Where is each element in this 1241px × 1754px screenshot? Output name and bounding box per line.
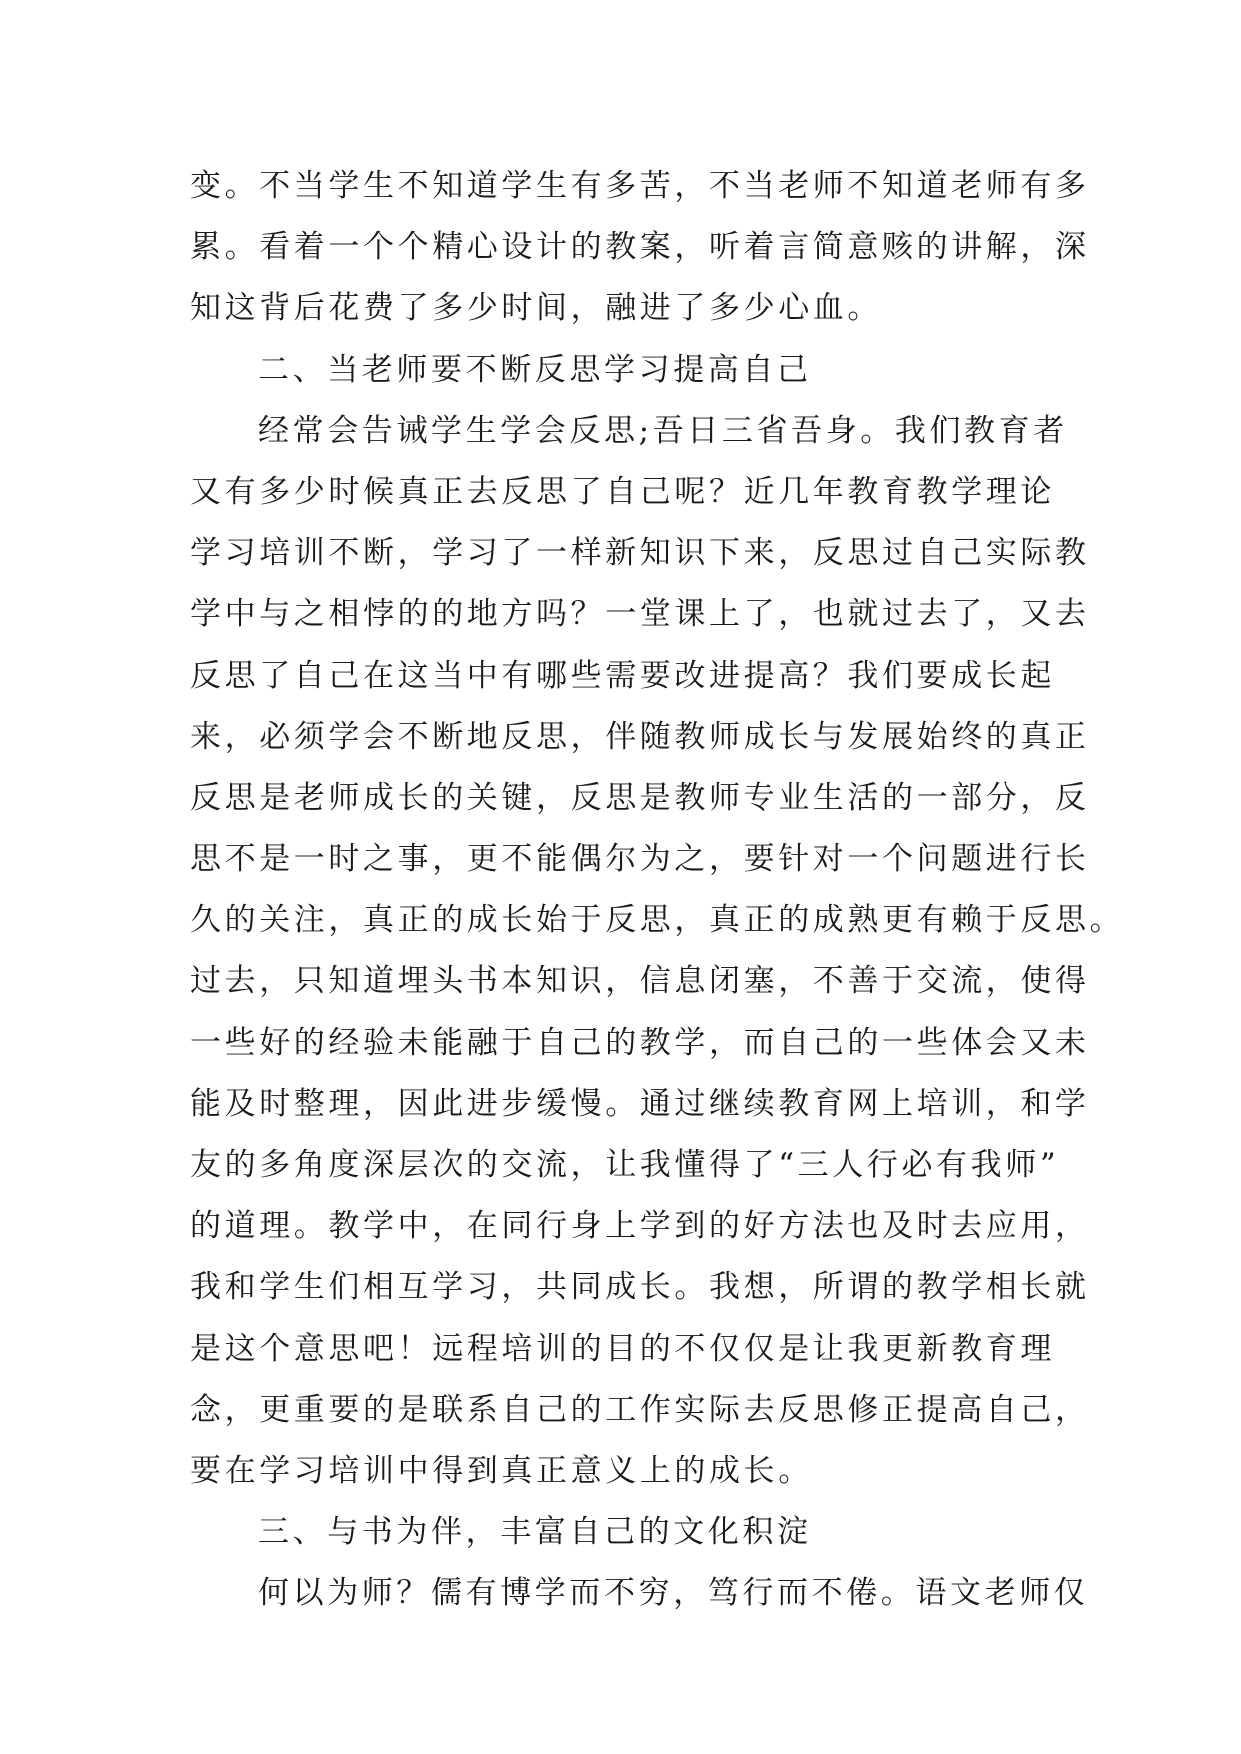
- text-line: 友的多角度深层次的交流，让我懂得了“三人行必有我师”: [190, 1147, 1060, 1183]
- text-line: 的道理。教学中，在同行身上学到的好方法也及时去应用，: [190, 1208, 1090, 1245]
- section-heading: 三、与书为伴，丰富自己的文化积淀: [258, 1514, 812, 1551]
- text-line: 变。不当学生不知道学生有多苦，不当老师不知道老师有多: [190, 168, 1090, 204]
- text-line: 知这背后花费了多少时间，融进了多少心血。: [190, 290, 882, 327]
- text-line: 来，必须学会不断地反思，伴随教师成长与发展始终的真正: [190, 718, 1090, 755]
- text-line: 又有多少时候真正去反思了自己呢？近几年教育教学理论: [190, 473, 1055, 510]
- paragraph-start-line: 经常会告诫学生学会反思;吾日三省吾身。我们教育者: [258, 412, 1068, 449]
- text-line: 久的关注，真正的成长始于反思，真正的成熟更有赖于反思。: [190, 902, 1125, 939]
- text-line: 过去，只知道埋头书本知识，信息闭塞，不善于交流，使得: [190, 963, 1090, 1000]
- text-line: 一些好的经验未能融于自己的教学，而自己的一些体会又未: [190, 1024, 1090, 1061]
- section-heading: 二、当老师要不断反思学习提高自己: [258, 351, 812, 388]
- text-line: 学中与之相悖的的地方吗？一堂课上了，也就过去了，又去: [190, 596, 1090, 633]
- text-line: 思不是一时之事，更不能偶尔为之，要针对一个问题进行长: [190, 841, 1090, 878]
- text-line: 反思是老师成长的关键，反思是教师专业生活的一部分，反: [190, 779, 1090, 816]
- text-line: 反思了自己在这当中有哪些需要改进提高？我们要成长起: [190, 657, 1055, 694]
- text-line: 能及时整理，因此进步缓慢。通过继续教育网上培训，和学: [190, 1085, 1090, 1122]
- text-line: 念，更重要的是联系自己的工作实际去反思修正提高自己，: [190, 1391, 1090, 1428]
- text-line: 累。看着一个个精心设计的教案，听着言简意赅的讲解，深: [190, 229, 1090, 266]
- text-line: 学习培训不断，学习了一样新知识下来，反思过自己实际教: [190, 535, 1090, 572]
- text-line: 要在学习培训中得到真正意义上的成长。: [190, 1452, 813, 1489]
- text-line: 是这个意思吧！远程培训的目的不仅仅是让我更新教育理: [190, 1330, 1055, 1367]
- text-line: 我和学生们相互学习，共同成长。我想，所谓的教学相长就: [190, 1269, 1090, 1306]
- paragraph-start-line: 何以为师？儒有博学而不穷，笃行而不倦。语文老师仅: [258, 1575, 1089, 1612]
- document-body: [190, 156, 1125, 1625]
